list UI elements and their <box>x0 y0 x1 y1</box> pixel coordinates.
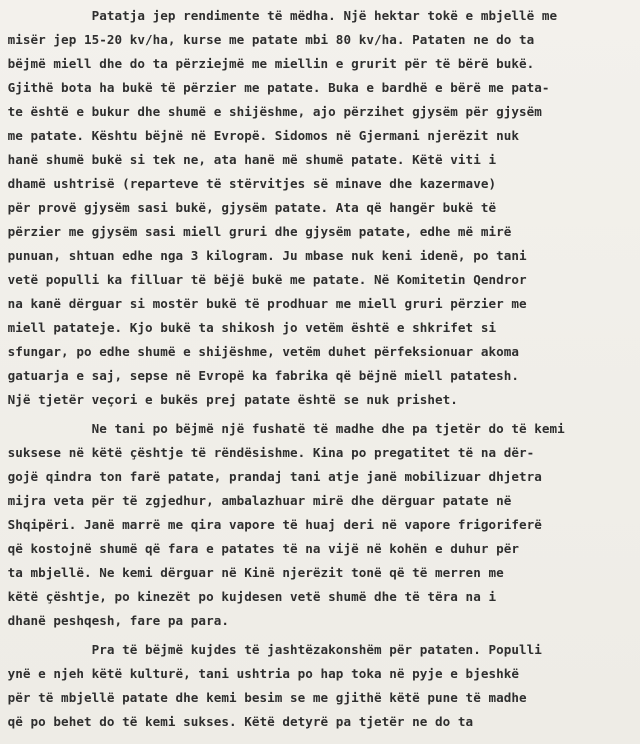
text-line: suksese në këtë çështje të rëndësishme. Kina po pregatitet të na dër- <box>0 445 535 460</box>
text-line: dhamë ushtrisë (reparteve të stërvitjes së minave dhe kazermave) <box>0 176 497 191</box>
text-line: sfungar, po edhe shumë e shijëshme, vetëm duhet përfeksionuar akoma <box>0 344 519 359</box>
text-line: Patatja jep rendimente të mëdha. Një hektar tokë e mbjellë me <box>0 8 558 23</box>
text-line: dhanë peshqesh, fare pa para. <box>0 613 229 628</box>
text-line: gatuarja e saj, sepse në Evropë ka fabrika që bëjnë miell patatesh. <box>0 368 519 383</box>
text-line: për të mbjellë patate dhe kemi besim se me gjithë këtë pune të madhe <box>0 690 527 705</box>
text-line: Gjithë bota ha bukë të përzier me patate. Buka e bardhë e bërë me pata- <box>0 80 550 95</box>
text-line: misër jep 15-20 kv/ha, kurse me patate mbi 80 kv/ha. Pataten ne do ta <box>0 32 535 47</box>
text-line: gojë qindra ton farë patate, prandaj tani atje janë mobilizuar dhjetra <box>0 469 542 484</box>
text-line: këtë çështje, po kinezët po kujdesen vetë shumë dhe të tëra na i <box>0 589 497 604</box>
text-line: për provë gjysëm sasi bukë, gjysëm patate. Ata që hangër bukë të <box>0 200 497 215</box>
text-line: përzier me gjysëm sasi miell gruri dhe gjysëm patate, edhe më mirë <box>0 224 512 239</box>
text-line: punuan, shtuan edhe nga 3 kilogram. Ju mbase nuk keni idenë, po tani <box>0 248 527 263</box>
text-line: te është e bukur dhe shumë e shijëshme, ajo përzihet gjysëm për gjysëm <box>0 104 542 119</box>
text-line: Një tjetër veçori e bukës prej patate është se nuk prishet. <box>0 392 458 407</box>
text-line: me patate. Kështu bëjnë në Evropë. Sidomos në Gjermani njerëzit nuk <box>0 128 519 143</box>
text-line: mijra veta për të zgjedhur, ambalazhuar mirë dhe dërguar patate në <box>0 493 512 508</box>
text-line: Pra të bëjmë kujdes të jashtëzakonshëm për pataten. Populli <box>0 642 542 657</box>
text-line: ta mbjellë. Ne kemi dërguar në Kinë njerëzit tonë që të merren me <box>0 565 504 580</box>
text-line: Shqipëri. Janë marrë me qira vapore të huaj deri në vapore frigoriferë <box>0 517 542 532</box>
text-line: vetë populli ka filluar të bëjë bukë me patate. Në Komitetin Qendror <box>0 272 527 287</box>
text-line: hanë shumë bukë si tek ne, ata hanë më shumë patate. Këtë viti i <box>0 152 497 167</box>
text-line: që kostojnë shumë që fara e patates të na vijë në kohën e duhur për <box>0 541 519 556</box>
text-line: miell patateje. Kjo bukë ta shikosh jo vetëm është e shkrifet si <box>0 320 497 335</box>
text-line: Ne tani po bëjmë një fushatë të madhe dhe pa tjetër do të kemi <box>0 421 565 436</box>
text-line: që po behet do të kemi sukses. Këtë detyrë pa tjetër ne do ta <box>0 714 474 729</box>
text-line: ynë e njeh këtë kulturë, tani ushtria po hap toka në pyje e bjeshkë <box>0 666 519 681</box>
text-line: bëjmë miell dhe do ta përziejmë me miellin e grurit për të bërë bukë. <box>0 56 535 71</box>
text-line: na kanë dërguar si mostër bukë të prodhuar me miell gruri përzier me <box>0 296 527 311</box>
